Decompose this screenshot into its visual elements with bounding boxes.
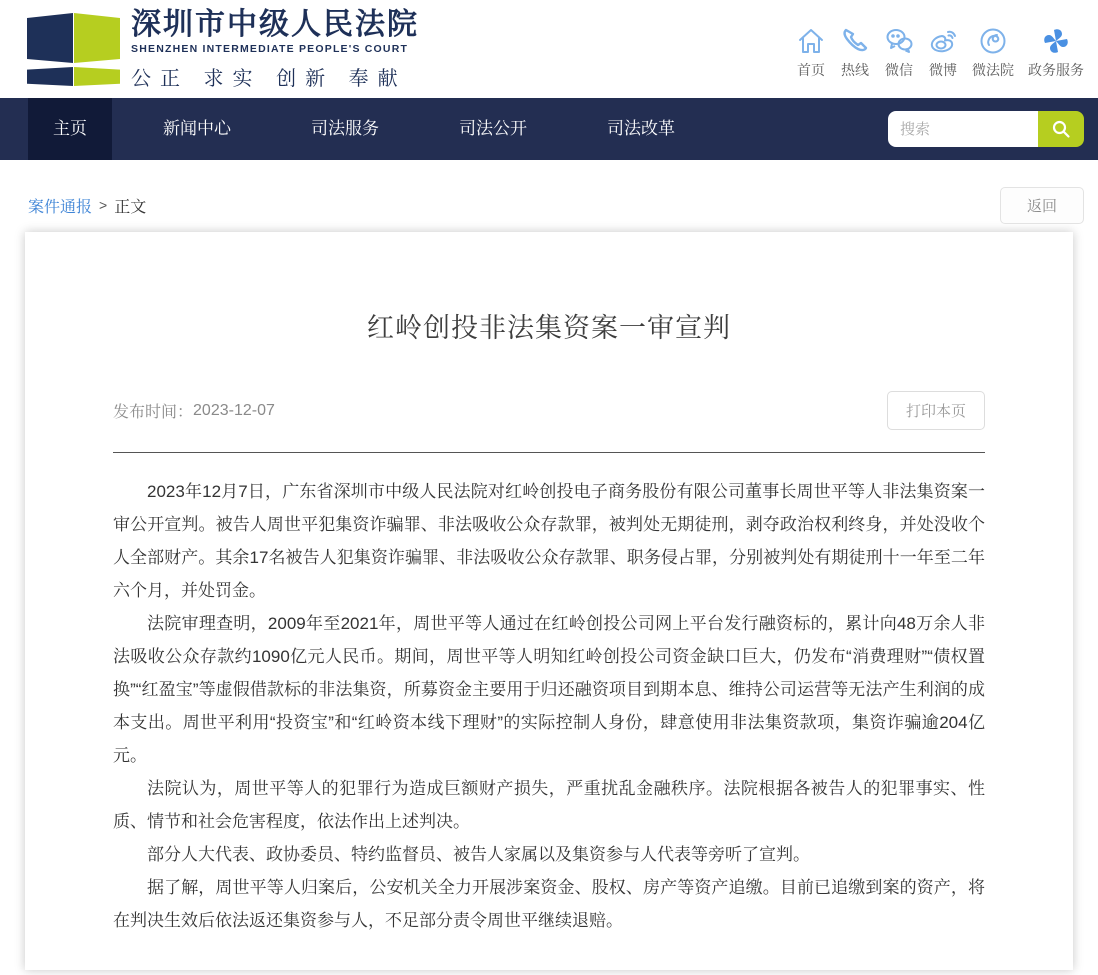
site-header <box>0 0 1098 98</box>
print-page-button[interactable]: 打印本页 <box>887 391 985 430</box>
quick-link-gov-services[interactable] <box>1028 26 1084 80</box>
search-icon <box>1051 119 1071 139</box>
quick-link-home[interactable] <box>796 26 826 80</box>
wechat-icon <box>884 26 914 56</box>
court-name: 深圳市中级人民法院 <box>131 7 419 41</box>
quick-link-label: 首页 <box>797 62 825 78</box>
gov-services-icon <box>1041 26 1071 56</box>
quick-link-label: 微信 <box>885 62 913 78</box>
logo-shape <box>27 67 73 86</box>
nav-item-judicial-openness[interactable]: 司法公开 <box>459 119 527 138</box>
court-motto: 公正 求实 创新 奉献 <box>131 67 407 90</box>
court-logo <box>25 10 121 88</box>
article-card <box>25 232 1073 970</box>
quick-link-label: 微法院 <box>972 62 1014 78</box>
logo-shape <box>27 13 73 63</box>
logo-shape <box>74 13 120 63</box>
main-nav <box>0 98 1098 160</box>
back-button[interactable]: 返回 <box>1000 187 1084 224</box>
micro-court-icon <box>978 26 1008 56</box>
article-paragraph: 法院审理查明，2009年至2021年，周世平等人通过在红岭创投公司网上平台发行融资标的，累计向48万余人非法吸收公众存款约1090亿元人民币。期间，周世平等人明知红岭创投公司资金缺口巨大，仍发布“消费理财”“债权置换”“红盈宝”等虚假借款标的非法集资，所募资金主要用于归还融资项目到期本息、维持公司运营等无法产生利润的成本支出。周世平利用“投资宝”和“红岭资本线下理财”的实际控制人身份，肆意使用非法集资款项，集资诈骗逾204亿元。 <box>113 614 985 765</box>
article-paragraph: 据了解，周世平等人归案后，公安机关全力开展涉案资金、股权、房产等资产追缴。目前已追缴到案的资产，将在判决生效后依法返还集资参与人，不足部分责令周世平继续退赔。 <box>113 878 985 930</box>
logo-text-block <box>131 8 419 91</box>
article-paragraph: 法院认为，周世平等人的犯罪行为造成巨额财产损失，严重扰乱金融秩序。法院根据各被告人的犯罪事实、性质、情节和社会危害程度，依法作出上述判决。 <box>113 779 985 831</box>
search-input[interactable] <box>888 111 1038 147</box>
quick-link-micro-court[interactable] <box>972 26 1014 80</box>
weibo-icon <box>928 26 958 56</box>
quick-link-label: 微博 <box>929 62 957 78</box>
publish-time-label: 发布时间： <box>113 404 194 421</box>
publish-date: 2023-12-07 <box>193 401 275 419</box>
quick-link-hotline[interactable] <box>840 26 870 80</box>
article-paragraph: 2023年12月7日，广东省深圳市中级人民法院对红岭创投电子商务股份有限公司董事长周世平等人非法集资案一审公开宣判。被告人周世平犯集资诈骗罪、非法吸收公众存款罪，被判处无期徒刑，剥夺政治权利终身，并处没收个人全部财产。其余17名被告人犯集资诈骗罪、非法吸收公众存款罪、职务侵占罪，分别被判处有期徒刑十一年至二年六个月，并处罚金。 <box>113 482 985 600</box>
nav-item-judicial-services[interactable]: 司法服务 <box>311 119 379 138</box>
article-body <box>113 475 985 937</box>
breadcrumb-current: 正文 <box>114 198 147 216</box>
nav-item-home[interactable]: 主页 <box>28 98 112 160</box>
article-paragraph: 部分人大代表、政协委员、特约监督员、被告人家属以及集资参与人代表等旁听了宣判。 <box>147 845 810 864</box>
breadcrumb-row <box>0 188 1098 222</box>
breadcrumb-separator: > <box>99 197 108 213</box>
search-box <box>888 111 1084 147</box>
court-name-english: SHENZHEN INTERMEDIATE PEOPLE'S COURT <box>131 42 409 55</box>
search-button[interactable] <box>1038 111 1084 147</box>
quick-link-label: 政务服务 <box>1028 62 1084 78</box>
home-icon <box>796 26 826 56</box>
phone-icon <box>840 26 870 56</box>
nav-item-news-center[interactable]: 新闻中心 <box>163 119 231 138</box>
nav-item-judicial-reform[interactable]: 司法改革 <box>607 119 675 138</box>
quick-link-wechat[interactable] <box>884 26 914 80</box>
quick-link-label: 热线 <box>841 62 869 78</box>
article-meta-row <box>113 391 985 453</box>
quick-link-weibo[interactable] <box>928 26 958 80</box>
logo-shape <box>74 67 120 86</box>
breadcrumb-section-link[interactable]: 案件通报 <box>28 198 93 216</box>
article-title: 红岭创投非法集资案一审宣判 <box>367 313 731 343</box>
header-quick-links <box>796 18 1084 80</box>
